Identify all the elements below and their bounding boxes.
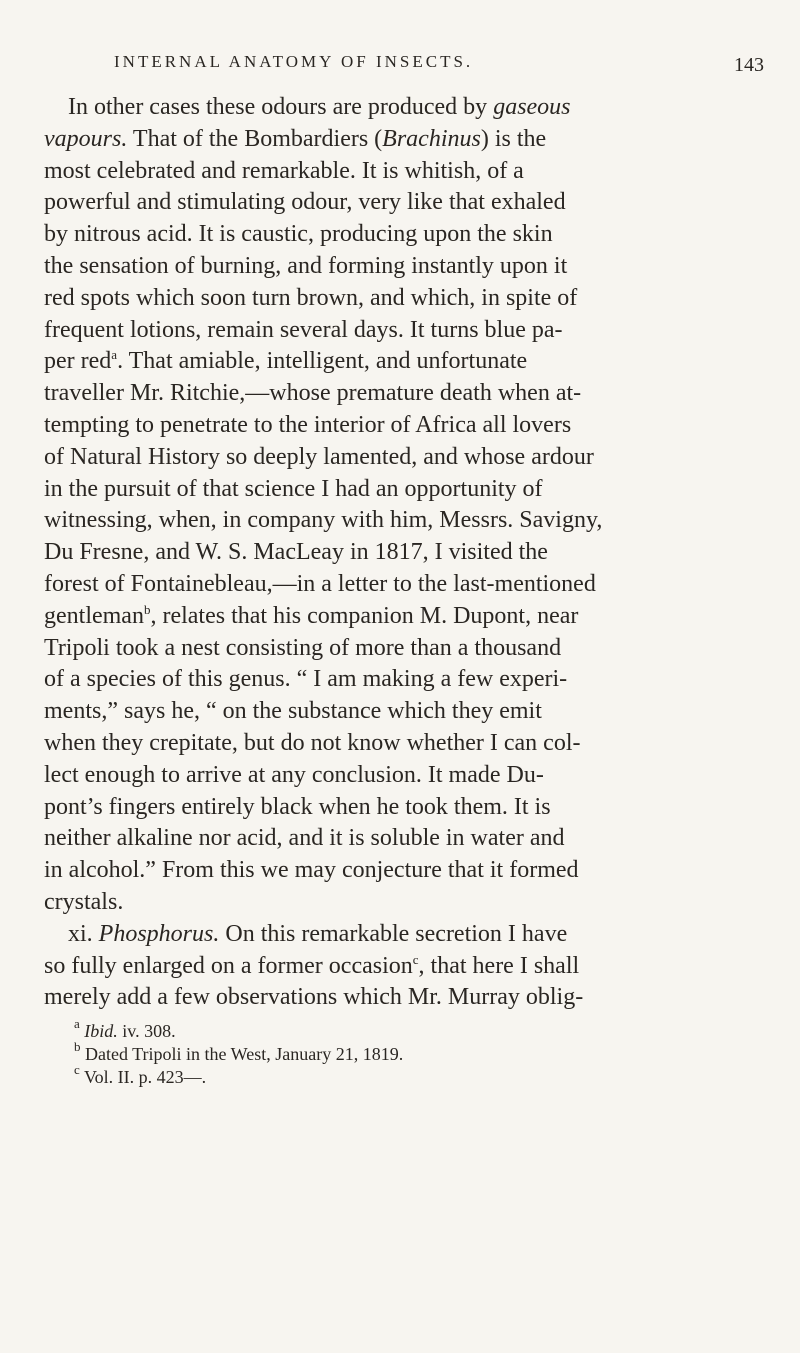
footnote-ref-c: c	[412, 951, 419, 967]
text-line: crystals.	[44, 888, 124, 915]
text-line: pont’s fingers entirely black when he took them. It is	[44, 793, 551, 820]
section-heading: Phosphorus.	[98, 920, 220, 947]
text-line: of Natural History so deeply lamented, and whose ardour	[44, 443, 594, 470]
footnote-b: $^b$ Dated Tripoli in the West, January 21, 1819.	[74, 1039, 404, 1065]
text-line: Tripoli took a nest consisting of more than a thousand	[44, 634, 562, 661]
text-line: in alcohol.” From this we may conjecture that it formed	[44, 857, 579, 884]
text-line: lect enough to arrive at any conclusion. It made Du-	[44, 761, 544, 788]
footnote-a: $^a$ Ibid. iv. 308.	[74, 1016, 176, 1042]
text-line: merely add a few observations which Mr. Murray oblig-	[44, 984, 584, 1011]
page-number: 143	[734, 54, 764, 76]
footnote-ref-b: b	[143, 601, 151, 617]
footnotes	[44, 1016, 764, 1089]
paragraph-phosphorus	[44, 919, 764, 1014]
running-title: INTERNAL ANATOMY OF INSECTS.	[114, 52, 474, 71]
text-line: by nitrous acid. It is caustic, producing upon the skin	[44, 221, 553, 248]
book-page	[44, 52, 764, 1089]
text-line: most celebrated and remarkable. It is whitish, of a	[44, 157, 524, 184]
text-line: in the pursuit of that science I had an opportunity of	[44, 475, 543, 502]
paragraph-bombardiers	[44, 92, 764, 919]
text-line: ments,” says he, “ on the substance which they emit	[44, 698, 542, 725]
page-header	[44, 52, 764, 92]
text-line: when they crepitate, but do not know whether I can col-	[44, 729, 581, 756]
text-line: powerful and stimulating odour, very like that exhaled	[44, 189, 566, 216]
text-line: of a species of this genus. “ I am making a few experi-	[44, 666, 568, 693]
text-line: In other cases these odours are produced by gaseous	[68, 94, 571, 120]
text-line: red spots which soon turn brown, and which, in spite of	[44, 284, 578, 311]
text-line: traveller Mr. Ritchie,—whose premature death when at-	[44, 380, 582, 407]
text-line: xi. Phosphorus. On this remarkable secretion I have	[68, 920, 568, 947]
text-line: neither alkaline nor acid, and it is soluble in water and	[44, 825, 565, 852]
text-line: witnessing, when, in company with him, Messrs. Savigny,	[44, 507, 603, 534]
text-line: so fully enlarged on a former occasion$^c$, that here I shall	[44, 951, 580, 979]
text-line: Du Fresne, and W. S. MacLeay in 1817, I visited the	[44, 539, 548, 566]
footnote-c: $^c$ Vol. II. p. 423—.	[74, 1062, 207, 1088]
text-line: vapours. That of the Bombardiers (Brachinus) is the	[44, 125, 547, 152]
text-line: gentleman$^b$, relates that his companion M. Dupont, near	[44, 601, 579, 629]
text-line: the sensation of burning, and forming instantly upon it	[44, 252, 568, 279]
text-line: tempting to penetrate to the interior of Africa all lovers	[44, 411, 572, 438]
footnote-ref-a: a	[111, 347, 118, 363]
text-line: per red$^a$. That amiable, intelligent, and unfortunate	[44, 347, 528, 375]
text-line: frequent lotions, remain several days. It turns blue pa-	[44, 316, 563, 343]
text-line: forest of Fontainebleau,—in a letter to the last-mentioned	[44, 570, 596, 597]
